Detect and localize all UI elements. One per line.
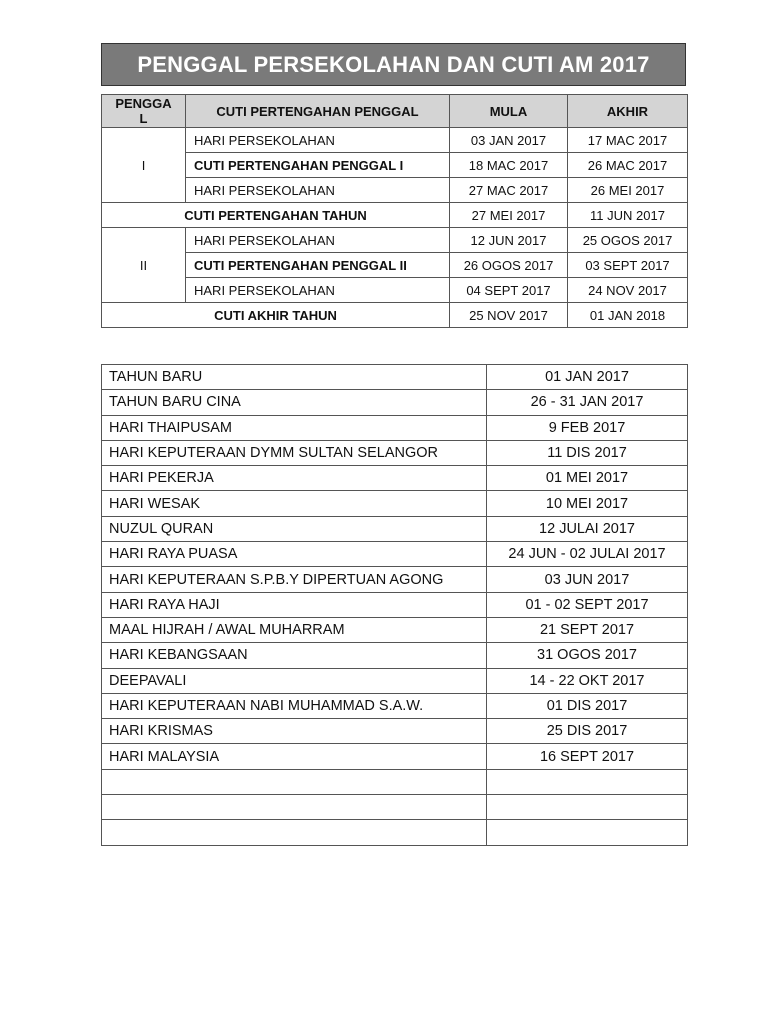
table-row	[102, 592, 688, 617]
holiday-name: HARI KEPUTERAAN DYMM SULTAN SELANGOR	[102, 440, 487, 465]
end-cell: 17 MAC 2017	[568, 128, 688, 153]
table-row	[102, 365, 688, 390]
end-cell: 24 NOV 2017	[568, 278, 688, 303]
holiday-date: 01 JAN 2017	[487, 365, 688, 390]
holiday-name: HARI KRISMAS	[102, 719, 487, 744]
public-holidays-table	[101, 364, 688, 846]
holiday-name	[102, 820, 487, 845]
start-cell: 26 OGOS 2017	[450, 253, 568, 278]
period-cell: HARI PERSEKOLAHAN	[186, 178, 450, 203]
holiday-date: 01 MEI 2017	[487, 466, 688, 491]
period-cell: CUTI PERTENGAHAN PENGGAL I	[186, 153, 450, 178]
header-term: PENGGAL	[102, 95, 186, 128]
holiday-name: HARI KEPUTERAAN S.P.B.Y DIPERTUAN AGONG	[102, 567, 487, 592]
holiday-name: HARI RAYA HAJI	[102, 592, 487, 617]
table-row	[102, 516, 688, 541]
header-end: AKHIR	[568, 95, 688, 128]
holiday-date: 26 - 31 JAN 2017	[487, 390, 688, 415]
start-cell: 18 MAC 2017	[450, 153, 568, 178]
holiday-name: HARI WESAK	[102, 491, 487, 516]
holiday-name: HARI KEBANGSAAN	[102, 643, 487, 668]
holiday-date: 31 OGOS 2017	[487, 643, 688, 668]
table-row	[102, 769, 688, 794]
holiday-date: 21 SEPT 2017	[487, 617, 688, 642]
period-cell: HARI PERSEKOLAHAN	[186, 128, 450, 153]
table-row	[102, 567, 688, 592]
period-cell: CUTI AKHIR TAHUN	[102, 303, 450, 328]
period-cell: HARI PERSEKOLAHAN	[186, 278, 450, 303]
holiday-date: 01 DIS 2017	[487, 693, 688, 718]
period-cell: HARI PERSEKOLAHAN	[186, 228, 450, 253]
table-row	[102, 542, 688, 567]
start-cell: 27 MEI 2017	[450, 203, 568, 228]
table-row	[102, 178, 688, 203]
end-cell: 01 JAN 2018	[568, 303, 688, 328]
holiday-date: 16 SEPT 2017	[487, 744, 688, 769]
table-row	[102, 820, 688, 845]
holiday-name: TAHUN BARU	[102, 365, 487, 390]
table-row	[102, 719, 688, 744]
holiday-date: 12 JULAI 2017	[487, 516, 688, 541]
table-row	[102, 744, 688, 769]
term-label: I	[102, 128, 186, 203]
holiday-name: HARI THAIPUSAM	[102, 415, 487, 440]
holiday-date	[487, 820, 688, 845]
table-row	[102, 253, 688, 278]
table-row	[102, 128, 688, 153]
start-cell: 27 MAC 2017	[450, 178, 568, 203]
holiday-date	[487, 795, 688, 820]
header-start: MULA	[450, 95, 568, 128]
table-row	[102, 390, 688, 415]
holiday-name: HARI MALAYSIA	[102, 744, 487, 769]
holiday-name	[102, 769, 487, 794]
term-label: II	[102, 228, 186, 303]
table-row	[102, 693, 688, 718]
term-schedule-table	[101, 94, 688, 328]
end-cell: 26 MAC 2017	[568, 153, 688, 178]
holiday-name: HARI KEPUTERAAN NABI MUHAMMAD S.A.W.	[102, 693, 487, 718]
table-row	[102, 668, 688, 693]
end-cell: 26 MEI 2017	[568, 178, 688, 203]
end-cell: 11 JUN 2017	[568, 203, 688, 228]
period-cell: CUTI PERTENGAHAN TAHUN	[102, 203, 450, 228]
holiday-name	[102, 795, 487, 820]
table-row	[102, 153, 688, 178]
holiday-date: 25 DIS 2017	[487, 719, 688, 744]
table-row	[102, 440, 688, 465]
holiday-date: 10 MEI 2017	[487, 491, 688, 516]
holiday-date: 24 JUN - 02 JULAI 2017	[487, 542, 688, 567]
table-row	[102, 795, 688, 820]
page-title: PENGGAL PERSEKOLAHAN DAN CUTI AM 2017	[101, 43, 686, 86]
header-row	[102, 95, 688, 128]
table-row	[102, 491, 688, 516]
holiday-name: NUZUL QURAN	[102, 516, 487, 541]
holiday-date	[487, 769, 688, 794]
table-row	[102, 617, 688, 642]
table-row	[102, 415, 688, 440]
table-row	[102, 278, 688, 303]
holiday-name: TAHUN BARU CINA	[102, 390, 487, 415]
holiday-date: 9 FEB 2017	[487, 415, 688, 440]
end-cell: 25 OGOS 2017	[568, 228, 688, 253]
start-cell: 12 JUN 2017	[450, 228, 568, 253]
holiday-name: HARI PEKERJA	[102, 466, 487, 491]
table-row	[102, 643, 688, 668]
holiday-name: MAAL HIJRAH / AWAL MUHARRAM	[102, 617, 487, 642]
period-cell: CUTI PERTENGAHAN PENGGAL II	[186, 253, 450, 278]
holiday-date: 11 DIS 2017	[487, 440, 688, 465]
holiday-name: HARI RAYA PUASA	[102, 542, 487, 567]
table-row	[102, 228, 688, 253]
holiday-name: DEEPAVALI	[102, 668, 487, 693]
table-row	[102, 466, 688, 491]
holiday-date: 01 - 02 SEPT 2017	[487, 592, 688, 617]
header-period: CUTI PERTENGAHAN PENGGAL	[186, 95, 450, 128]
holiday-date: 03 JUN 2017	[487, 567, 688, 592]
end-cell: 03 SEPT 2017	[568, 253, 688, 278]
table-row	[102, 303, 688, 328]
holiday-date: 14 - 22 OKT 2017	[487, 668, 688, 693]
start-cell: 04 SEPT 2017	[450, 278, 568, 303]
start-cell: 25 NOV 2017	[450, 303, 568, 328]
start-cell: 03 JAN 2017	[450, 128, 568, 153]
table-row	[102, 203, 688, 228]
